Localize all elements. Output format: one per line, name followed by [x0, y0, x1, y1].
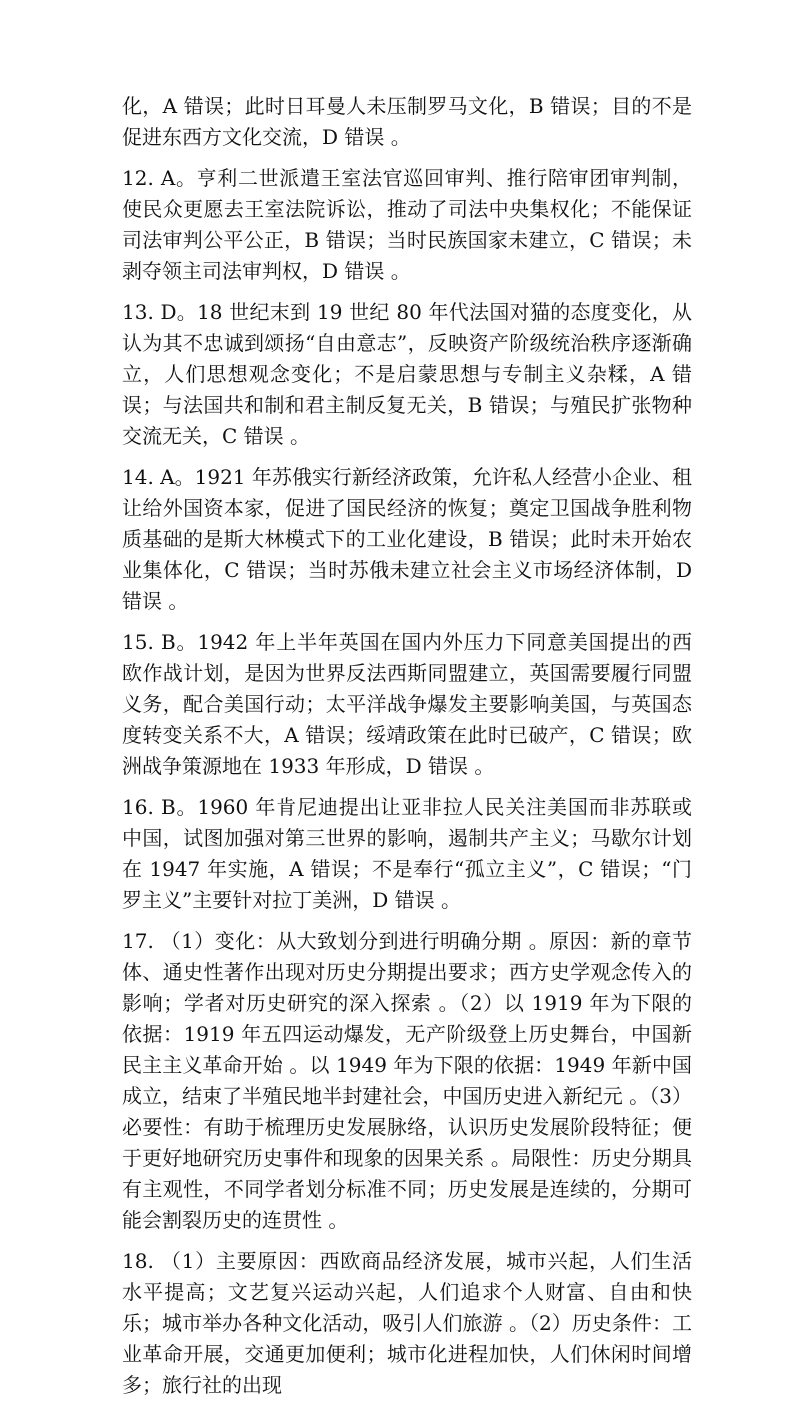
answer-paragraph-17: 17. （1）变化：从大致划分到进行明确分期 。原因：新的章节体、通史性著作出现对历史分期提出要求；西方史学观念传入的影响；学者对历史研究的深入探索 。（2）以 1919 年为下限的依据：1919 年五四运动爆发，无产阶级登上历史舞台，中国新民主主义革命开始 。以 1949 年为下限的依据：1949 年新中国成立，结束了半殖民地半封建社会，中国历史进入新纪元 。（3）必要性：有助于梳理历史发展脉络，认识历史发展阶段特征；便于更好地研究历史事件和现象的因果关系 。局限性：历史分期具有主观性，不同学者划分标准不同；历史发展是连续的，分期可能会割裂历史的连贯性 。: [122, 929, 692, 1232]
answer-paragraph-13: 13. D。18 世纪末到 19 世纪 80 年代法国对猫的态度变化，从认为其不忠诚到颂扬“自由意志”，反映资产阶级统治秩序逐渐确立，人们思想观念变化；不是启蒙思想与专制主义杂糅，A 错误；与法国共和制和君主制反复无关，B 错误；与殖民扩张物种交流无关，C 错误 。: [122, 300, 692, 448]
answer-paragraph-18: 18. （1）主要原因：西欧商品经济发展，城市兴起，人们生活水平提高；文艺复兴运动兴起，人们追求个人财富、自由和快乐；城市举办各种文化活动，吸引人们旅游 。（2）历史条件：工业革命开展，交通更加便利；城市化进程加快，人们休闲时间增多；旅行社的出现: [122, 1249, 692, 1397]
answer-paragraph-15: 15. B。1942 年上半年英国在国内外压力下同意美国提出的西欧作战计划，是因为世界反法西斯同盟建立，英国需要履行同盟义务，配合美国行动；太平洋战争爆发主要影响美国，与英国态度转变关系不大，A 错误；绥靖政策在此时已破产，C 错误；欧洲战争策源地在 1933 年形成，D 错误 。: [122, 630, 692, 778]
answer-paragraph-12: 12. A。亨利二世派遣王室法官巡回审判、推行陪审团审判制，使民众更愿去王室法院诉讼，推动了司法中央集权化；不能保证司法审判公平公正，B 错误；当时民族国家未建立，C 错误；未剥夺领主司法审判权，D 错误 。: [122, 166, 692, 283]
answer-paragraph-16: 16. B。1960 年肯尼迪提出让亚非拉人民关注美国而非苏联或中国，试图加强对第三世界的影响，遏制共产主义；马歇尔计划在 1947 年实施，A 错误；不是奉行“孤立主义”，C 错误；“门罗主义”主要针对拉丁美洲，D 错误 。: [122, 795, 692, 912]
answer-paragraph-14: 14. A。1921 年苏俄实行新经济政策，允许私人经营小企业、租让给外国资本家，促进了国民经济的恢复；奠定卫国战争胜利物质基础的是斯大林模式下的工业化建设，B 错误；此时未开始农业集体化，C 错误；当时苏俄未建立社会主义市场经济体制，D 错误 。: [122, 465, 692, 613]
answer-paragraph-continuation: 化，A 错误；此时日耳曼人未压制罗马文化，B 错误；目的不是促进东西方文化交流，D 错误 。: [122, 94, 692, 149]
